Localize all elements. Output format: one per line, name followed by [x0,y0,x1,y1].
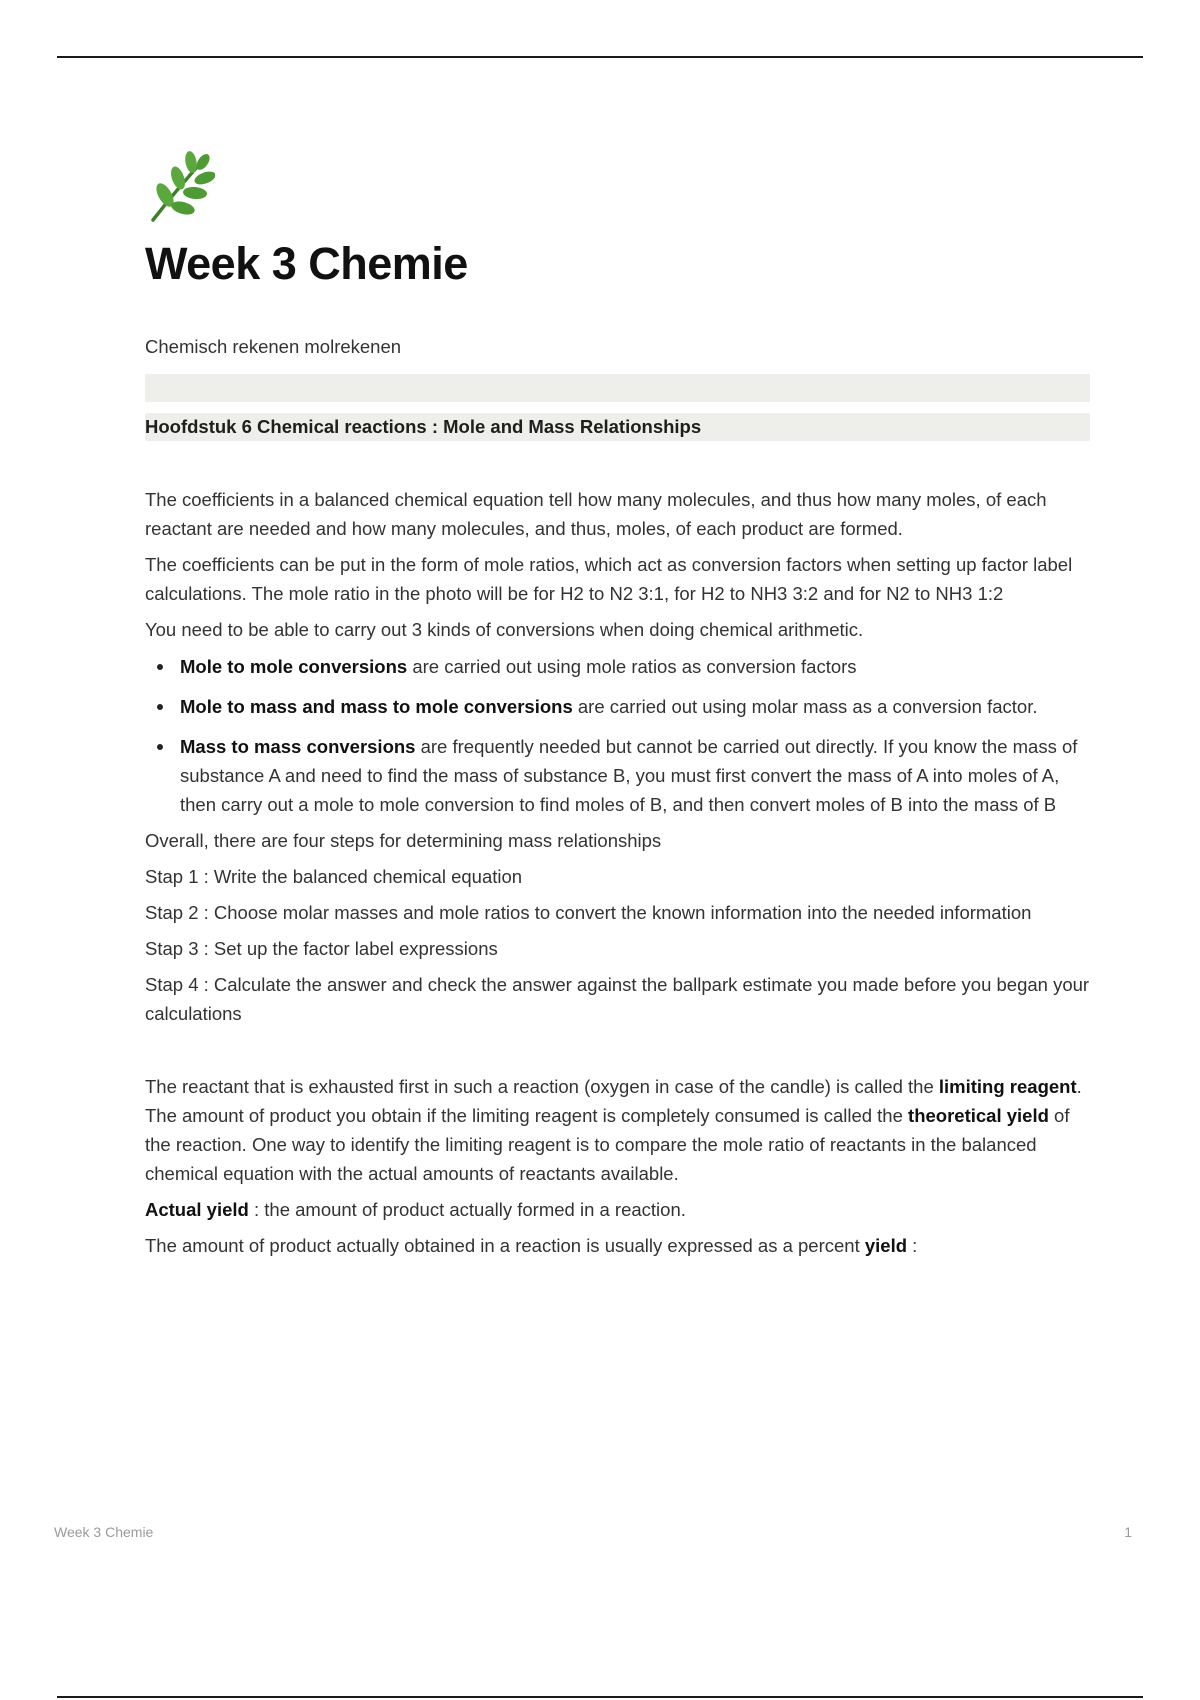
percent-yield-tail: : [907,1235,918,1256]
conversion-list [145,652,1090,819]
paragraph-actual-yield [145,1195,1090,1224]
list-item [145,732,1090,819]
limiting-text-1: The reactant that is exhausted first in such a reaction (oxygen in case of the candle) is called the [145,1076,939,1097]
paragraph-mole-ratios: The coefficients can be put in the form of mole ratios, which act as conversion factors when setting up factor label calculations. The mole ratio in the photo will be for H2 to N2 3:1, for H2 to NH3 3:2 and for N2 to NH3 1:2 [145,554,1073,604]
list-item-bold: Mole to mass and mass to mole conversions [180,696,573,717]
step-1: Stap 1 : Write the balanced chemical equation [145,866,523,887]
paragraph-coefficients: The coefficients in a balanced chemical equation tell how many molecules, and thus how many moles, of each reactant are needed and how many molecules, and thus, moles, of each product are formed. [145,489,1047,539]
step-3: Stap 3 : Set up the factor label expressions [145,938,498,959]
herb-leaf-icon [145,150,215,224]
empty-callout-block [145,374,1090,402]
step-4: Stap 4 : Calculate the answer and check the answer against the ballpark estimate you made before you began your calculations [145,974,1090,1024]
footer-page-number: 1 [1124,1524,1132,1540]
limiting-text-2: . The amount of product you obtain if the limiting reagent is completely consumed is called the [145,1076,1082,1126]
theoretical-yield-term: theoretical yield [908,1105,1049,1126]
list-item-bold: Mass to mass conversions [180,736,416,757]
actual-yield-term: Actual yield [145,1199,249,1220]
paragraph-conversions-intro: You need to be able to carry out 3 kinds of conversions when doing chemical arithmetic. [145,619,864,640]
step-2: Stap 2 : Choose molar masses and mole ratios to convert the known information into the needed information [145,902,1032,923]
page-title: Week 3 Chemie [145,238,468,289]
list-item-text: are frequently needed but cannot be carried out directly. If you know the mass of substance A and need to find the mass of substance B, you must first convert the mass of A into moles of A, then carry out a mole to mole conversion to find moles of B, and then convert moles of B into the mass of B [180,736,1078,815]
document-content [145,150,1090,1260]
limiting-reagent-term: limiting reagent [938,1076,1077,1097]
footer-document-title: Week 3 Chemie [54,1524,154,1540]
top-divider [57,56,1143,58]
bottom-divider [57,1696,1143,1698]
list-item-text: are carried out using molar mass as a conversion factor. [572,696,1038,717]
yield-term: yield [864,1235,908,1256]
list-item [145,692,1090,721]
paragraph-four-steps: Overall, there are four steps for determining mass relationships [145,830,662,851]
page-subtitle: Chemisch rekenen molrekenen [145,336,402,357]
actual-yield-text: : the amount of product actually formed in a reaction. [248,1199,686,1220]
limiting-text-3: of the reaction. One way to identify the limiting reagent is to compare the mole ratio of reactants in the balanced chemical equation with the actual amounts of reactants available. [145,1105,1070,1184]
list-item [145,652,1090,681]
paragraph-limiting-reagent [145,1072,1090,1188]
list-item-text: are carried out using mole ratios as conversion factors [407,656,857,677]
list-item-bold: Mole to mole conversions [180,656,408,677]
percent-yield-text: The amount of product actually obtained in a reaction is usually expressed as a percent [145,1235,865,1256]
chapter-heading: Hoofdstuk 6 Chemical reactions : Mole and Mass Relationships [145,413,1090,441]
paragraph-percent-yield [145,1231,1090,1260]
